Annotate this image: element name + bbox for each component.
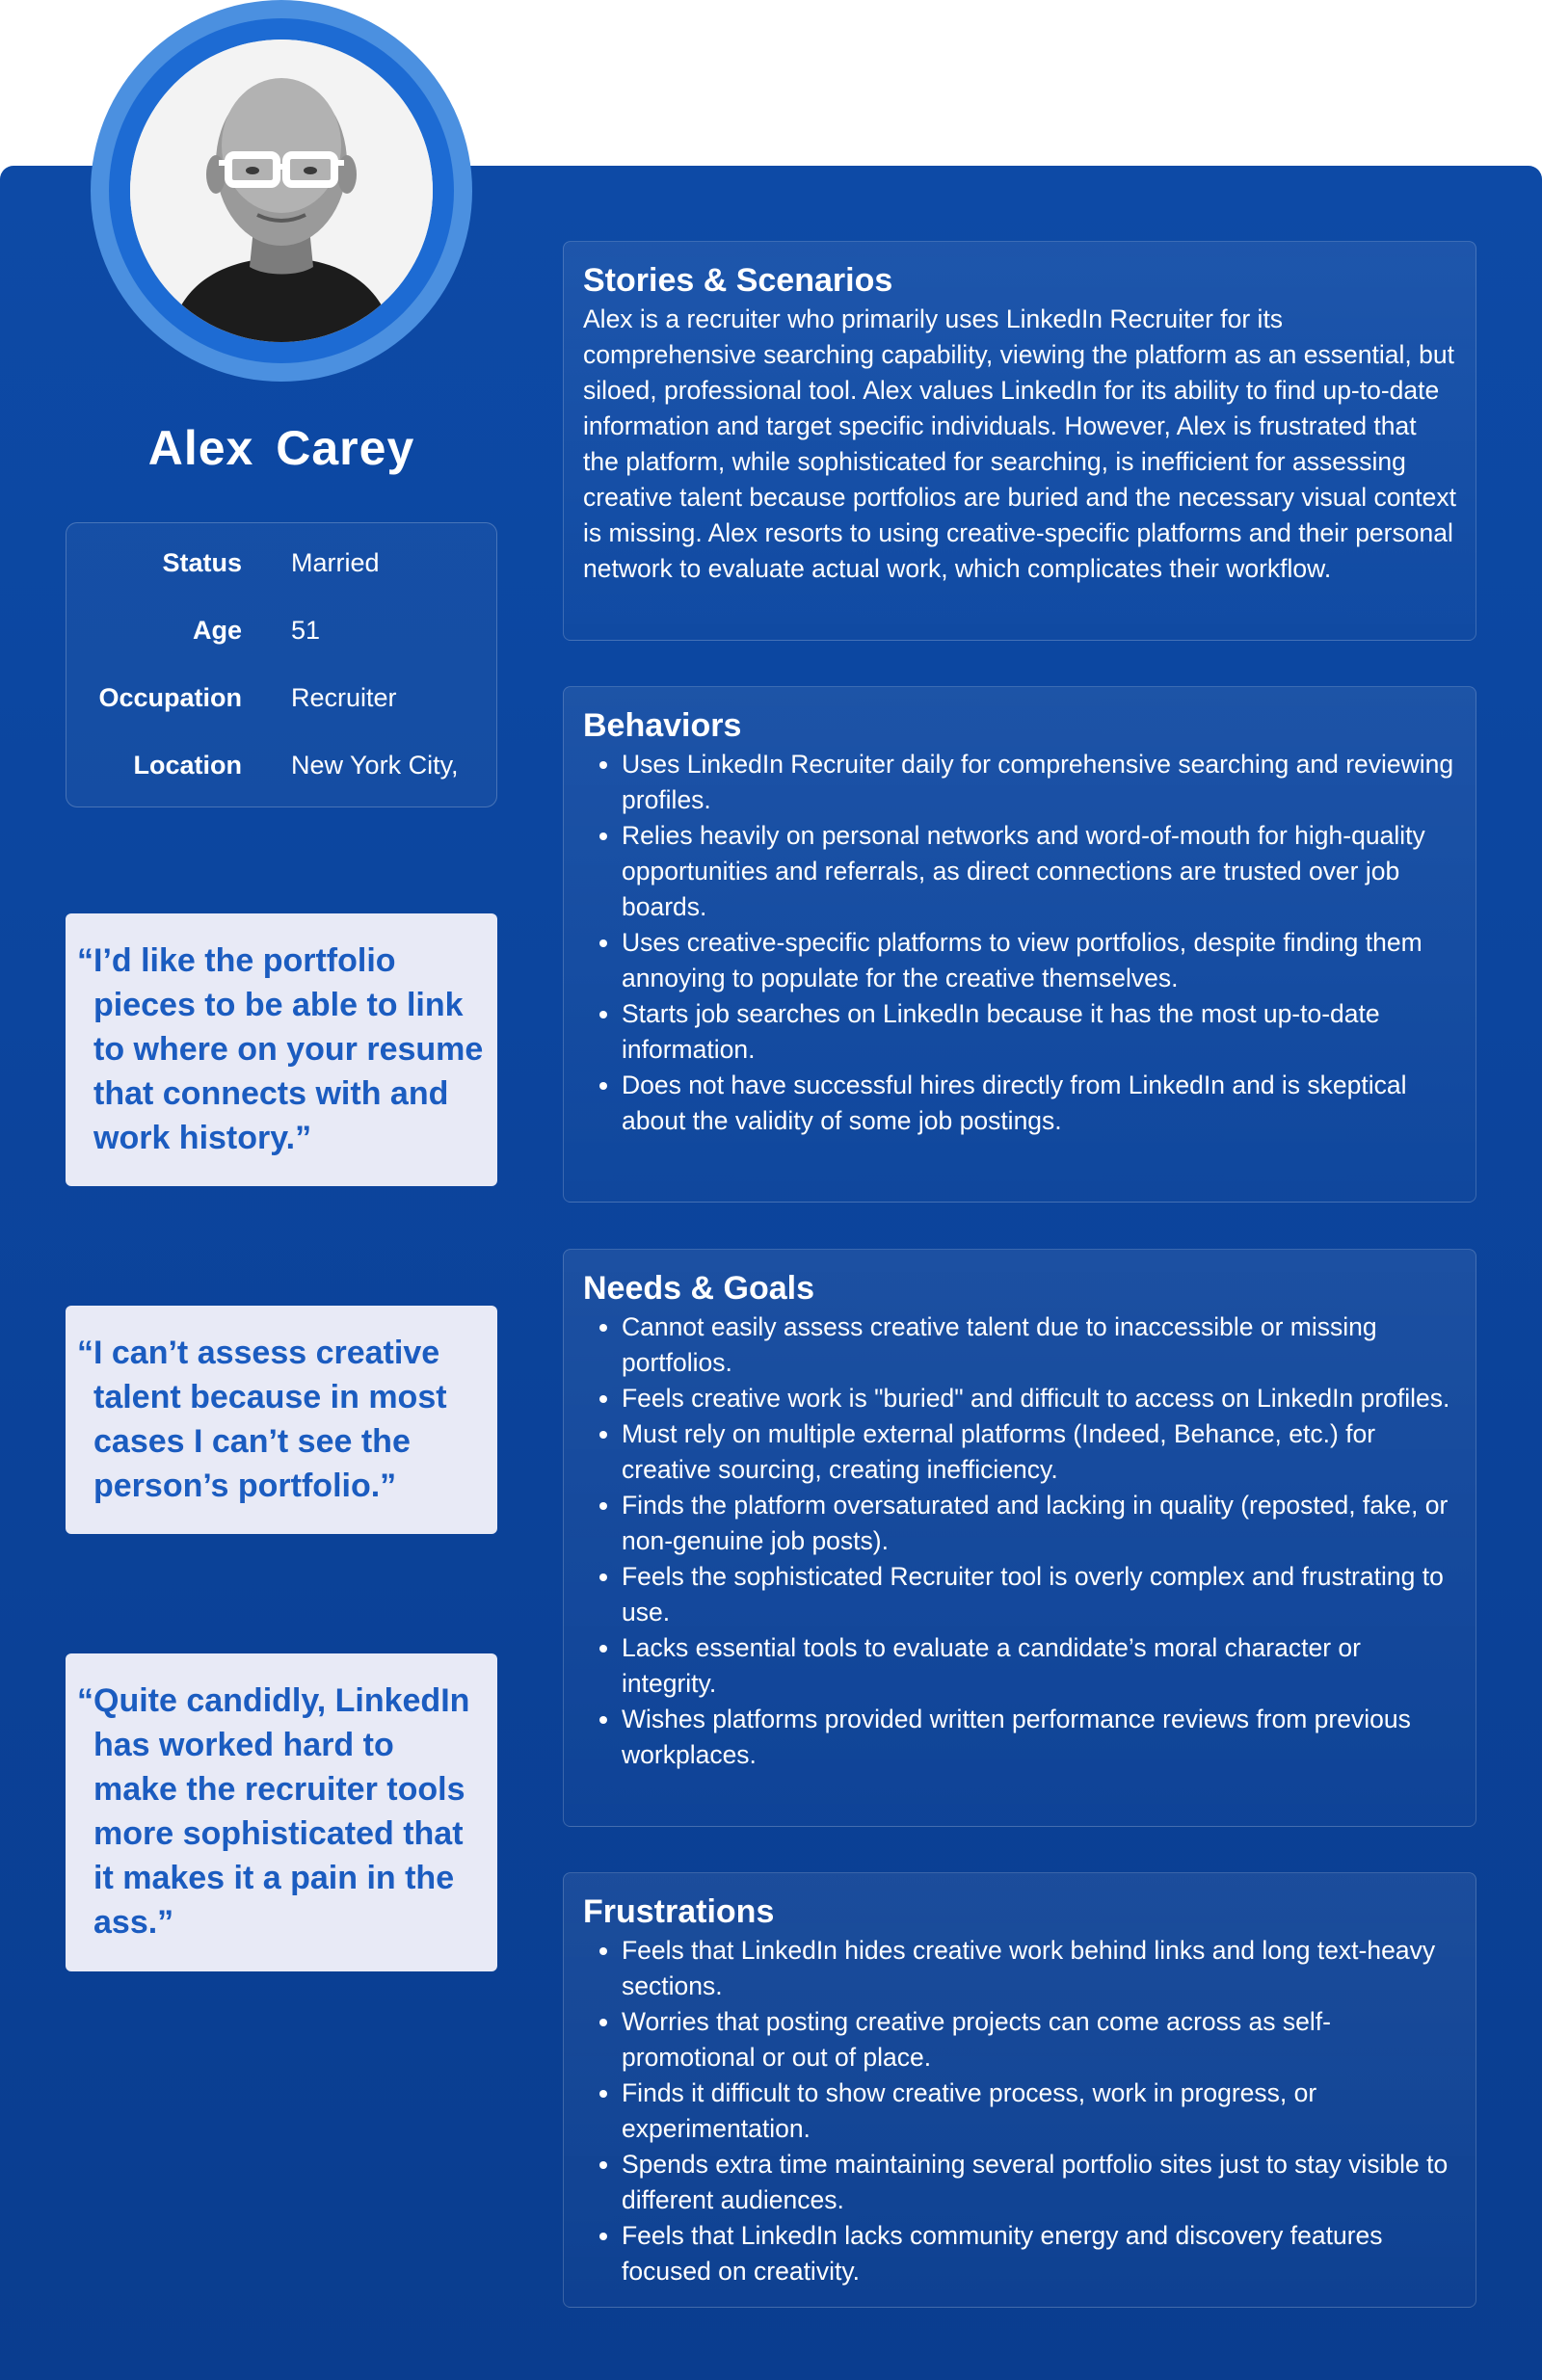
persona-details-card	[66, 522, 497, 807]
behaviors-list	[583, 747, 1456, 1139]
needs-list	[583, 1309, 1456, 1773]
list-item: • Feels the sophisticated Recruiter tool is overly complex and frustrating to use.	[622, 1559, 1456, 1630]
detail-value: 51	[291, 616, 321, 645]
detail-row-age	[66, 611, 498, 649]
quote-card-3	[66, 1653, 497, 1971]
list-item: • Must rely on multiple external platforms (Indeed, Behance, etc.) for creative sourcing, creating inefficiency.	[622, 1416, 1456, 1488]
persona-name: Alex Carey	[147, 421, 415, 475]
detail-label: Occupation	[98, 683, 242, 712]
detail-value: Married	[291, 548, 380, 577]
list-item: • Feels that LinkedIn lacks community energy and discovery features focused on creativity.	[622, 2218, 1456, 2289]
frustrations-section	[563, 1872, 1476, 2308]
detail-value: Recruiter	[291, 683, 397, 712]
stories-body: Alex is a recruiter who primarily uses LinkedIn Recruiter for its comprehensive searching capability, viewing the platform as an essential, but siloed, professional tool. Alex values LinkedIn for its ability to find up-to-date information and target specific individuals. However, Alex is frustrated that the platform, while sophisticated for searching, is inefficient for assessing creative talent because portfolios are buried and the necessary visual context is missing. Alex resorts to using creative-specific platforms and their personal network to evaluate actual work, which complicates their workflow.	[583, 304, 1456, 583]
detail-row-occupation	[66, 678, 498, 717]
avatar-photo	[130, 40, 433, 342]
list-item: • Does not have successful hires directly from LinkedIn and is skeptical about the validity of some job postings.	[622, 1068, 1456, 1139]
list-item: • Spends extra time maintaining several portfolio sites just to stay visible to different audiences.	[622, 2147, 1456, 2218]
detail-row-status	[66, 543, 498, 582]
list-item: • Wishes platforms provided written performance reviews from previous workplaces.	[622, 1702, 1456, 1773]
quote-card-1	[66, 913, 497, 1186]
list-item: • Finds it difficult to show creative process, work in progress, or experimentation.	[622, 2076, 1456, 2147]
list-item: • Starts job searches on LinkedIn because it has the most up-to-date information.	[622, 996, 1456, 1068]
quote-text: “Quite candidly, LinkedIn has worked hard to make the recruiter tools more sophisticated that it makes it a pain in the ass.”	[77, 1682, 470, 1941]
detail-label: Location	[133, 751, 242, 780]
list-item: • Feels that LinkedIn hides creative work behind links and long text-heavy sections.	[622, 1933, 1456, 2004]
frustrations-list	[583, 1933, 1456, 2289]
list-item: • Uses creative-specific platforms to view portfolios, despite finding them annoying to populate for the creative themselves.	[622, 925, 1456, 996]
detail-label: Age	[192, 616, 242, 645]
list-item: • Finds the platform oversaturated and lacking in quality (reposted, fake, or non-genuine job posts).	[622, 1488, 1456, 1559]
stories-section	[563, 241, 1476, 641]
detail-row-location	[66, 746, 498, 784]
needs-section	[563, 1249, 1476, 1827]
behaviors-section	[563, 686, 1476, 1203]
quote-card-2	[66, 1306, 497, 1534]
section-title: Behaviors	[583, 707, 742, 744]
quote-text: “I’d like the portfolio pieces to be able to link to where on your resume that connects with and work history.”	[77, 942, 484, 1156]
section-title: Needs & Goals	[583, 1270, 814, 1307]
list-item: • Relies heavily on personal networks and word-of-mouth for high-quality opportunities and referrals, as direct connections are trusted over job boards.	[622, 818, 1456, 925]
detail-label: Status	[162, 548, 242, 577]
list-item: • Feels creative work is "buried" and difficult to access on LinkedIn profiles.	[622, 1381, 1456, 1416]
quote-text: “I can’t assess creative talent because in most cases I can’t see the person’s portfolio.”	[77, 1335, 447, 1504]
list-item: • Cannot easily assess creative talent due to inaccessible or missing portfolios.	[622, 1309, 1456, 1381]
detail-value: New York City,	[291, 751, 459, 780]
list-item: • Uses LinkedIn Recruiter daily for comprehensive searching and reviewing profiles.	[622, 747, 1456, 818]
section-title: Stories & Scenarios	[583, 262, 893, 299]
list-item: • Worries that posting creative projects can come across as self-promotional or out of place.	[622, 2004, 1456, 2076]
list-item: • Lacks essential tools to evaluate a candidate’s moral character or integrity.	[622, 1630, 1456, 1702]
section-title: Frustrations	[583, 1893, 775, 1930]
